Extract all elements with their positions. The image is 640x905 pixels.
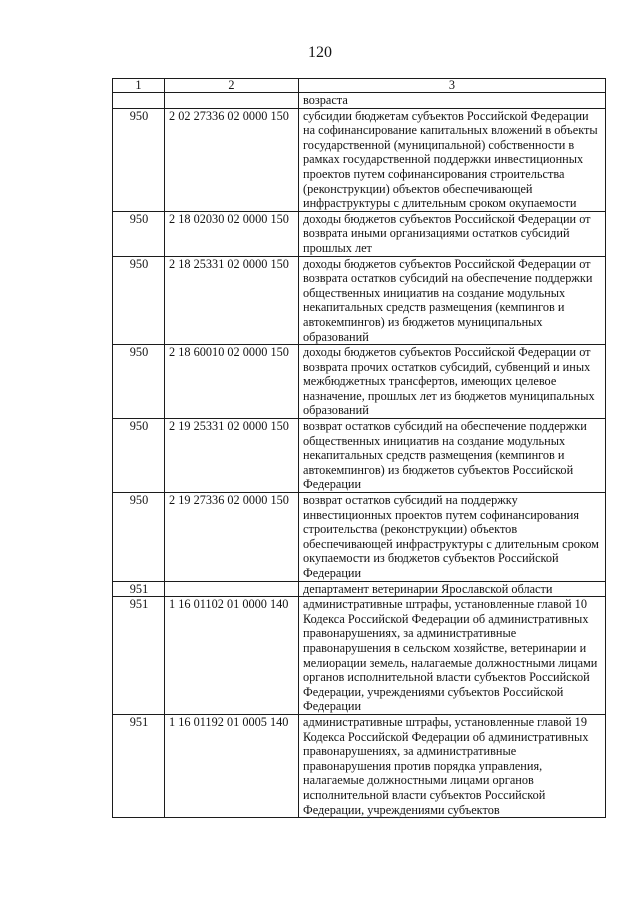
admin-code-cell: 950: [113, 256, 165, 345]
admin-code-cell: 951: [113, 581, 165, 597]
budget-code-cell: 1 16 01102 01 0000 140: [165, 597, 299, 715]
admin-code-cell: 950: [113, 345, 165, 419]
income-name-cell: административные штрафы, установленные главой 19 Кодекса Российской Федерации об административных правонарушениях, за административные правонарушения против порядка управления, налагаемые должностными лицами органов исполнительной власти субъектов Российской Федерации, учреждениями субъектов: [299, 714, 606, 817]
income-name-cell: возврат остатков субсидий на поддержку инвестиционных проектов путем софинансирования строительства (реконструкции) объектов обеспечивающей инфраструктуры с длительным сроком окупаемости из бюджетов субъектов Российской Федерации: [299, 493, 606, 582]
budget-code-cell: 2 18 25331 02 0000 150: [165, 256, 299, 345]
admin-code-cell: 950: [113, 211, 165, 256]
table-row: [113, 493, 606, 582]
column-header-1: 1: [113, 79, 165, 93]
income-name-cell: субсидии бюджетам субъектов Российской Федерации на софинансирование капитальных вложений в объекты государственной (муниципальной) собственности в рамках государственной поддержки инвестиционных проектов путем софинансирования строительства (реконструкции) объектов обеспечивающей инфраструктуры с длительным сроком окупаемости: [299, 108, 606, 211]
admin-code-cell: 951: [113, 597, 165, 715]
admin-code-cell: 950: [113, 493, 165, 582]
table-row: [113, 581, 606, 597]
table-row: [113, 597, 606, 715]
table-row: [113, 714, 606, 817]
table-row: [113, 108, 606, 211]
table-row: [113, 211, 606, 256]
revenue-code-table: [112, 78, 606, 818]
income-name-cell: доходы бюджетов субъектов Российской Федерации от возврата остатков субсидий на обеспечение поддержки общественных инициатив на создание модульных некапитальных средств размещения (кемпингов и автокемпингов) из бюджетов муниципальных образований: [299, 256, 606, 345]
income-name-cell: доходы бюджетов субъектов Российской Федерации от возврата прочих остатков субсидий, субвенций и иных межбюджетных трансфертов, имеющих целевое назначение, прошлых лет из бюджетов муниципальных образований: [299, 345, 606, 419]
page-number: 120: [308, 44, 332, 61]
income-name-cell: возврат остатков субсидий на обеспечение поддержки общественных инициатив на создание модульных некапитальных средств размещения (кемпингов и автокемпингов) из бюджетов субъектов Российской Федерации: [299, 419, 606, 493]
table-header-row: [113, 79, 606, 93]
budget-code-cell: 2 02 27336 02 0000 150: [165, 108, 299, 211]
table-row: [113, 345, 606, 419]
admin-code-cell: [113, 93, 165, 109]
admin-code-cell: 950: [113, 108, 165, 211]
admin-code-cell: 951: [113, 714, 165, 817]
budget-code-cell: [165, 581, 299, 597]
budget-code-cell: 2 18 02030 02 0000 150: [165, 211, 299, 256]
income-name-cell: возраста: [299, 93, 606, 109]
budget-code-cell: 1 16 01192 01 0005 140: [165, 714, 299, 817]
income-name-cell: доходы бюджетов субъектов Российской Федерации от возврата иными организациями остатков субсидий прошлых лет: [299, 211, 606, 256]
budget-code-cell: [165, 93, 299, 109]
table-row: [113, 93, 606, 109]
table-row: [113, 419, 606, 493]
admin-code-cell: 950: [113, 419, 165, 493]
column-header-2: 2: [165, 79, 299, 93]
income-name-cell: департамент ветеринарии Ярославской области: [299, 581, 606, 597]
budget-code-cell: 2 19 27336 02 0000 150: [165, 493, 299, 582]
column-header-3: 3: [299, 79, 606, 93]
table-row: [113, 256, 606, 345]
income-name-cell: административные штрафы, установленные главой 10 Кодекса Российской Федерации об административных правонарушениях, за административные правонарушения в сельском хозяйстве, ветеринарии и мелиорации земель, налагаемые должностными лицами органов исполнительной власти субъектов Российской Федерации, учреждениями субъектов Российской Федерации: [299, 597, 606, 715]
budget-code-cell: 2 19 25331 02 0000 150: [165, 419, 299, 493]
budget-code-cell: 2 18 60010 02 0000 150: [165, 345, 299, 419]
